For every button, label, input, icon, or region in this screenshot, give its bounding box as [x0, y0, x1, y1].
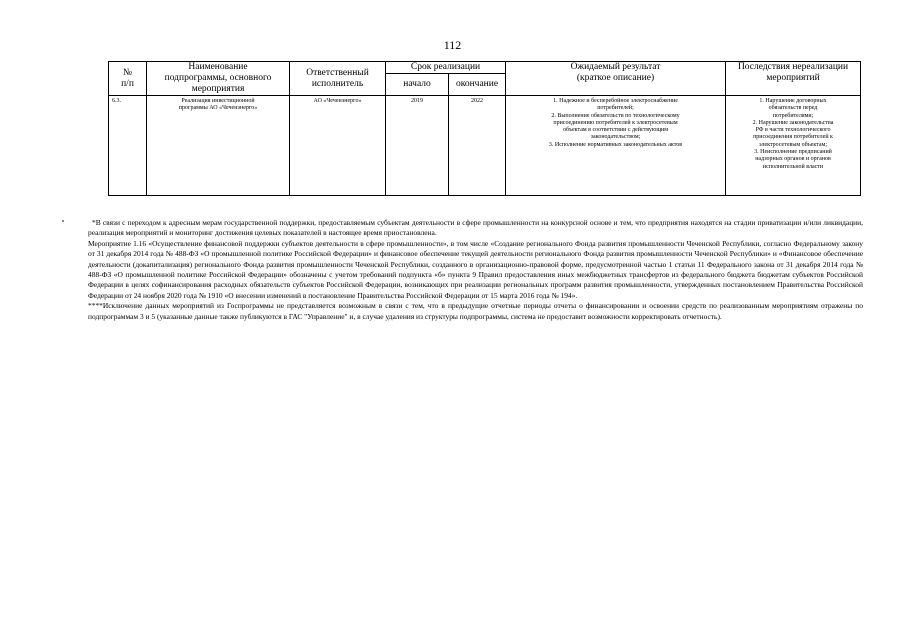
header-start: начало — [386, 74, 449, 96]
header-responsible: Ответственный исполнитель — [290, 62, 386, 96]
footnotes — [88, 218, 863, 322]
header-end: окончание — [449, 74, 506, 96]
row-responsible: АО «Чеченэнерго» — [290, 96, 386, 196]
row-consequences: 1. Нарушение договорных обязательств перед потребителями; 2. Нарушение законодательства РФ в части технологического присоединения потребителей к электросетевым объектам; 3. Неисполнение предписаний надзорных органов и органов исполнительной власти — [726, 96, 861, 196]
table-row — [109, 96, 861, 196]
footnote-measure-1-16: Мероприятие 1.16 «Осуществление финансовой поддержки субъектов деятельности в сфере промышленности», в том числе «Создание регионального Фонда развития промышленности Чеченской Республики, согласно Федеральному закону от 31 декабря 2014 года № 488-ФЗ «О промышленной политике Российской Федерации» и финансовое обеспечение текущей деятельности регионального Фонда развития промышленности Чеченской Республики» и «Финансовое обеспечение деятельности (докапитализация) регионального Фонда развития промышленности Чеченской Республики, созданного в организационно-правовой форме, предусмотренной частью 1 статьи 11 Федерального закона от 31 декабря 2014 года № 488-ФЗ «О промышленной политике Российской Федерации» обозначены с учетом требований подпункта «б» пункта 9 Правил предоставления иных межбюджетных трансфертов из федерального бюджета бюджетам субъектов Российской Федерации в целях софинансирования расходных обязательств субъектов Российской Федерации, возникающих при реализации региональных программ развития промышленности, утвержденных постановлением Правительства Российской Федерации от 24 ноября 2020 года № 1910 «О внесении изменений в постановление Правительства Российской Федерации от 15 марта 2016 года № 194». — [88, 238, 863, 300]
row-start: 2019 — [386, 96, 449, 196]
row-end: 2022 — [449, 96, 506, 196]
footnote-privatization: *В связи с переходом к адресным мерам государственной поддержки, предоставляемым субъектам деятельности в сфере промышленности на конкурсной основе и тем, что предприятия находятся на стадии приватизации и/или ликвидации, реализация мероприятий и мониторинг достижения целевых показателей в настоящее время приостановлена. — [88, 218, 863, 238]
header-num: № п/п — [109, 62, 147, 96]
measures-table — [108, 61, 861, 196]
row-name: Реализация инвестиционной программы АО «Чеченэнерго» — [147, 96, 290, 196]
header-period: Срок реализации — [386, 62, 506, 74]
header-consequences: Последствия нереализации мероприятий — [726, 62, 861, 96]
footnote-exclusion: ****Исключение данных мероприятий из Госпрограммы не представляется возможным в связи с тем, что в предыдущие отчетные периоды отчеты о финансировании и освоении средств по реализованным мероприятиям отражены по подпрограммам 3 и 5 (указанные данные также публикуются в ГАС "Управление" и, в случае удаления из структуры подпрограммы, система не предоставит возможности корректировать отчетность). — [88, 301, 863, 321]
header-expected: Ожидаемый результат (краткое описание) — [506, 62, 726, 96]
header-name: Наименование подпрограммы, основного мероприятия — [147, 62, 290, 96]
margin-dot — [62, 220, 64, 222]
page-number: 112 — [443, 38, 462, 52]
row-expected: 1. Надежное и бесперебойное электроснабжение потребителей; 2. Выполнение обязательств по технологическому присоединению потребителей к электросетевым объектам в соответствии с действующим законодательством; 3. Исполнение нормативных законодательных актов — [506, 96, 726, 196]
row-num: 6.3. — [109, 96, 147, 196]
